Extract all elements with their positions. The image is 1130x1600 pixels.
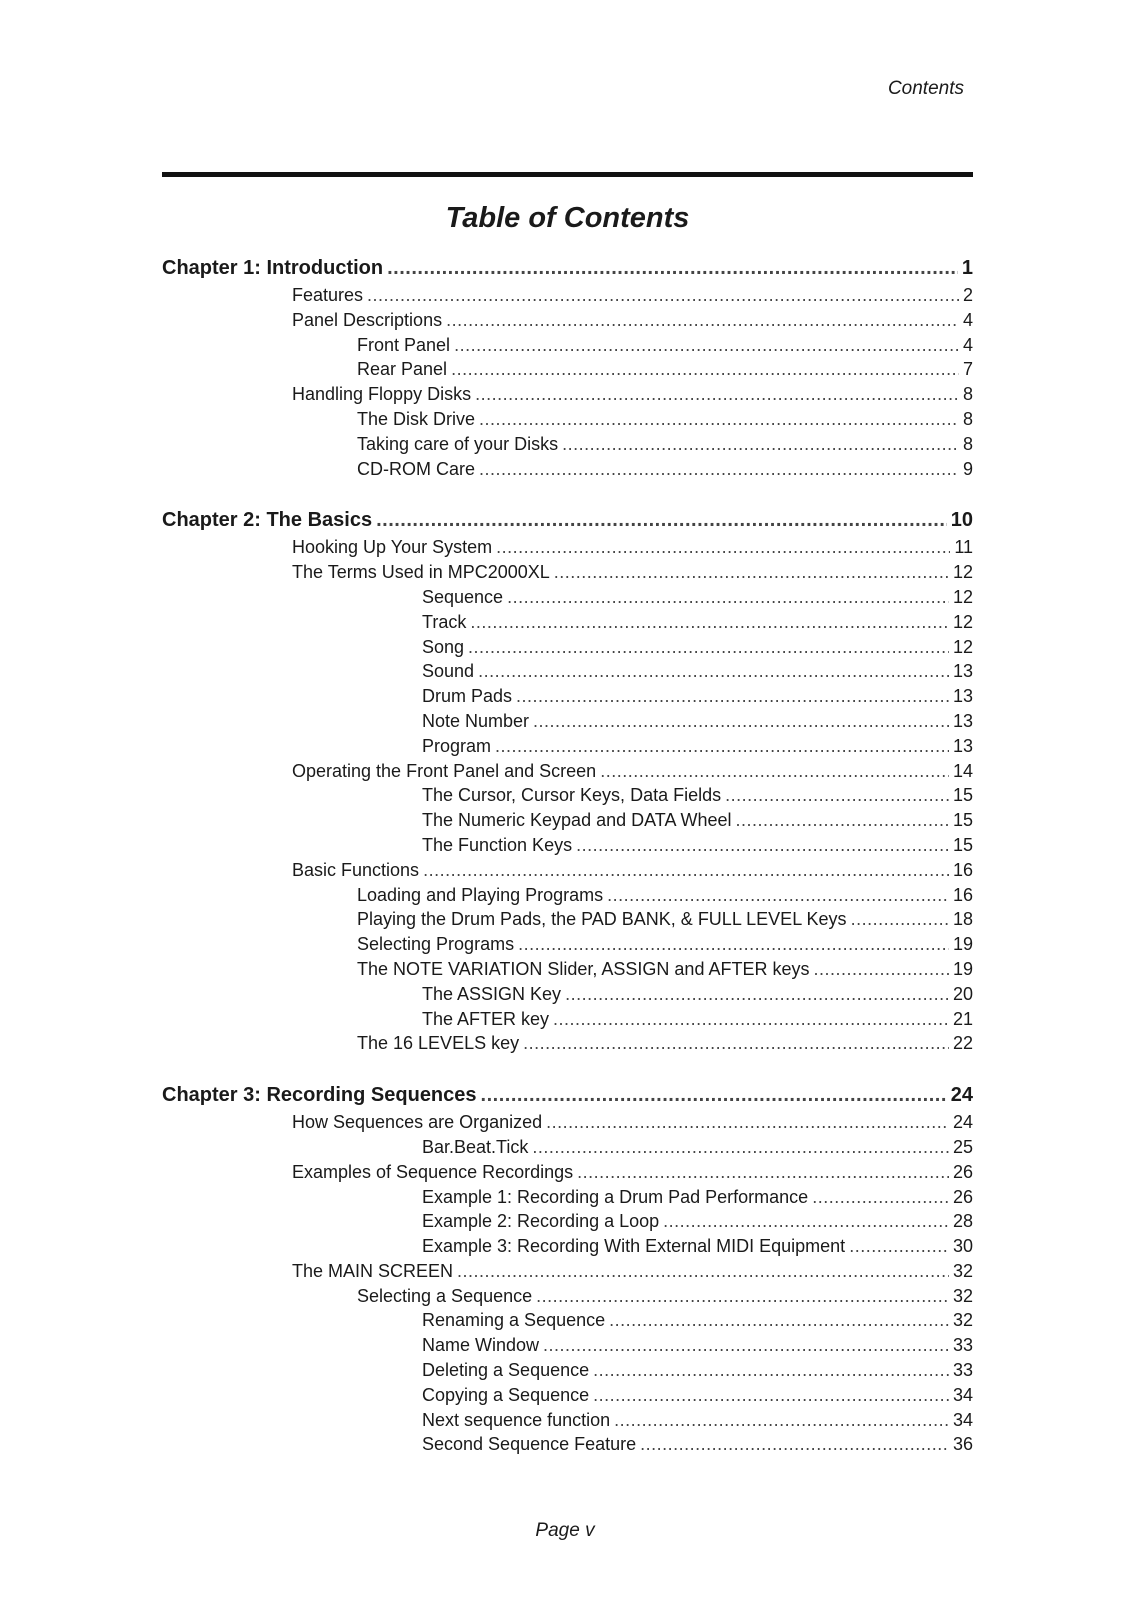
toc-entry-label: How Sequences are Organized <box>292 1112 543 1133</box>
leader-dots <box>479 409 959 430</box>
toc-entry-label: Example 2: Recording a Loop <box>422 1211 660 1232</box>
toc-entry-page-number: 12 <box>952 636 973 657</box>
toc-entry-label: Program <box>422 735 492 756</box>
toc-entry-page-number: 16 <box>952 884 973 905</box>
leader-dots <box>813 959 948 980</box>
toc-entry[interactable] <box>162 1385 973 1410</box>
leader-dots <box>479 459 959 480</box>
toc-entry[interactable] <box>162 1310 973 1335</box>
toc-entry-label: Next sequence function <box>422 1409 611 1430</box>
toc-entry-page-number: 13 <box>952 686 973 707</box>
leader-dots <box>536 1286 949 1307</box>
leader-dots <box>446 310 959 331</box>
toc-entry-page-number: 19 <box>952 958 973 979</box>
toc-entry-label: Note Number <box>422 710 530 731</box>
leader-dots <box>454 335 959 356</box>
chapter-block <box>162 509 973 1058</box>
leader-dots <box>607 885 949 906</box>
chapter-title: Chapter 2: The Basics <box>162 509 373 532</box>
toc-entry-label: The ASSIGN Key <box>422 983 562 1004</box>
running-header: Contents <box>887 78 964 99</box>
toc-entry-label: Handling Floppy Disks <box>292 384 472 405</box>
toc-entry[interactable] <box>162 384 973 409</box>
leader-dots <box>554 562 949 583</box>
leader-dots <box>468 637 949 658</box>
toc-entry-label: The NOTE VARIATION Slider, ASSIGN and AFTER keys <box>357 958 810 979</box>
header-rule <box>162 172 973 177</box>
toc-entry-label: Example 1: Recording a Drum Pad Performance <box>422 1186 809 1207</box>
leader-dots <box>609 1310 949 1331</box>
toc-entry[interactable] <box>162 1410 973 1435</box>
leader-dots <box>543 1335 949 1356</box>
toc-entry-page-number: 28 <box>952 1211 973 1232</box>
toc-entry-label: Rear Panel <box>357 359 448 380</box>
toc-entry-page-number: 26 <box>952 1186 973 1207</box>
toc-entry-page-number: 36 <box>952 1434 973 1455</box>
toc-entry-page-number: 16 <box>952 859 973 880</box>
chapter-block <box>162 257 973 483</box>
toc-entry-label: Front Panel <box>357 334 451 355</box>
leader-dots <box>614 1410 949 1431</box>
toc-entry-label: The AFTER key <box>422 1008 550 1029</box>
toc-entry[interactable] <box>162 984 973 1009</box>
toc-entry-label: Second Sequence Feature <box>422 1434 637 1455</box>
leader-dots <box>546 1112 949 1133</box>
toc-entry[interactable] <box>162 934 973 959</box>
toc-entry-page-number: 2 <box>962 285 973 305</box>
toc-entry-label: Deleting a Sequence <box>422 1360 590 1381</box>
toc-entry-label: Sound <box>422 661 475 682</box>
toc-entry-page-number: 22 <box>952 1033 973 1054</box>
leader-dots <box>577 1162 949 1183</box>
leader-dots <box>516 686 949 707</box>
leader-dots <box>593 1360 949 1381</box>
toc-entry[interactable] <box>162 1009 973 1034</box>
toc-entry-page-number: 4 <box>962 309 973 330</box>
toc-entry-page-number: 20 <box>952 983 973 1004</box>
toc-entry[interactable] <box>162 761 973 786</box>
toc-entry-label: Basic Functions <box>292 859 420 880</box>
toc-entry-label: Operating the Front Panel and Screen <box>292 760 597 781</box>
toc-entry-label: The Cursor, Cursor Keys, Data Fields <box>422 785 722 806</box>
toc-entry[interactable] <box>162 1137 973 1162</box>
toc-entry-page-number: 15 <box>952 834 973 855</box>
toc-entry-label: Sequence <box>422 586 504 607</box>
toc-entry-page-number: 25 <box>952 1136 973 1157</box>
toc-entry[interactable] <box>162 785 973 810</box>
toc-entry[interactable] <box>162 711 973 736</box>
table-of-contents <box>162 257 973 1485</box>
toc-entry-page-number: 18 <box>952 909 973 930</box>
toc-entry[interactable] <box>162 434 973 459</box>
toc-entry-page-number: 13 <box>952 735 973 756</box>
leader-dots <box>387 257 958 280</box>
toc-entry-label: Example 3: Recording With External MIDI Equipment <box>422 1236 846 1257</box>
toc-entry[interactable] <box>162 1162 973 1187</box>
toc-entry-label: Selecting Programs <box>357 934 515 955</box>
leader-dots <box>600 761 949 782</box>
page-footer: Page v <box>535 1520 595 1541</box>
toc-entry[interactable] <box>162 637 973 662</box>
leader-dots <box>470 612 949 633</box>
leader-dots <box>423 860 949 881</box>
toc-entry[interactable] <box>162 612 973 637</box>
leader-dots <box>457 1261 949 1282</box>
chapter-heading[interactable] <box>162 509 973 537</box>
toc-entry-page-number: 33 <box>952 1360 973 1381</box>
toc-entry[interactable] <box>162 1434 973 1459</box>
leader-dots <box>553 1009 949 1030</box>
leader-dots <box>640 1434 949 1455</box>
toc-entry[interactable] <box>162 835 973 860</box>
leader-dots <box>495 736 949 757</box>
leader-dots <box>481 1084 947 1107</box>
toc-entry[interactable] <box>162 736 973 761</box>
toc-entry-label: Examples of Sequence Recordings <box>292 1161 574 1182</box>
toc-entry[interactable] <box>162 310 973 335</box>
leader-dots <box>523 1033 949 1054</box>
toc-entry-label: Name Window <box>422 1335 540 1356</box>
toc-entry[interactable] <box>162 1187 973 1212</box>
toc-entry[interactable] <box>162 860 973 885</box>
toc-entry[interactable] <box>162 537 973 562</box>
toc-entry[interactable] <box>162 909 973 934</box>
toc-entry-page-number: 15 <box>952 810 973 831</box>
toc-entry[interactable] <box>162 409 973 434</box>
leader-dots <box>496 537 950 558</box>
toc-entry-label: The Numeric Keypad and DATA Wheel <box>422 810 732 831</box>
chapter-heading[interactable] <box>162 1084 973 1112</box>
toc-entry-label: CD-ROM Care <box>357 458 476 479</box>
leader-dots <box>725 785 949 806</box>
leader-dots <box>507 587 949 608</box>
leader-dots <box>532 1137 949 1158</box>
leader-dots <box>367 285 959 306</box>
toc-entry-page-number: 12 <box>952 611 973 632</box>
toc-entry-page-number: 24 <box>952 1112 973 1133</box>
toc-entry-label: Renaming a Sequence <box>422 1310 606 1331</box>
leader-dots <box>562 434 959 455</box>
toc-entry-page-number: 15 <box>952 785 973 806</box>
toc-entry-page-number: 33 <box>952 1335 973 1356</box>
toc-entry[interactable] <box>162 1360 973 1385</box>
toc-entry-page-number: 13 <box>952 661 973 682</box>
toc-entry-label: Bar.Beat.Tick <box>422 1136 529 1157</box>
toc-entry-page-number: 26 <box>952 1161 973 1182</box>
toc-entry[interactable] <box>162 335 973 360</box>
toc-entry-label: Panel Descriptions <box>292 309 443 330</box>
toc-entry-label: Loading and Playing Programs <box>357 884 604 905</box>
toc-entry[interactable] <box>162 359 973 384</box>
toc-entry-page-number: 8 <box>962 384 973 405</box>
leader-dots <box>735 810 948 831</box>
toc-entry-page-number: 34 <box>952 1384 973 1405</box>
toc-entry[interactable] <box>162 686 973 711</box>
chapter-page-number: 24 <box>950 1084 973 1107</box>
toc-entry[interactable] <box>162 959 973 984</box>
toc-entry[interactable] <box>162 562 973 587</box>
toc-entry-page-number: 32 <box>952 1285 973 1306</box>
toc-entry-label: The 16 LEVELS key <box>357 1033 520 1054</box>
leader-dots <box>576 835 949 856</box>
toc-entry-label: Features <box>292 285 364 305</box>
toc-entry-page-number: 13 <box>952 710 973 731</box>
leader-dots <box>663 1211 949 1232</box>
toc-entry-page-number: 8 <box>962 433 973 454</box>
toc-entry-label: Taking care of your Disks <box>357 433 559 454</box>
toc-entry[interactable] <box>162 459 973 484</box>
toc-entry-label: Track <box>422 611 467 632</box>
toc-entry-page-number: 14 <box>952 760 973 781</box>
toc-entry-page-number: 34 <box>952 1409 973 1430</box>
chapter-title: Chapter 1: Introduction <box>162 257 384 279</box>
toc-entry-label: Song <box>422 636 465 657</box>
toc-entry-label: The Terms Used in MPC2000XL <box>292 562 550 583</box>
toc-entry-page-number: 12 <box>952 562 973 583</box>
toc-entry-page-number: 4 <box>962 334 973 355</box>
toc-entry[interactable] <box>162 587 973 612</box>
leader-dots <box>533 711 949 732</box>
chapter-block <box>162 1084 973 1459</box>
toc-entry-page-number: 21 <box>952 1008 973 1029</box>
toc-entry-page-number: 7 <box>962 359 973 380</box>
leader-dots <box>851 909 949 930</box>
toc-entry[interactable] <box>162 1335 973 1360</box>
toc-entry[interactable] <box>162 1286 973 1311</box>
toc-entry[interactable] <box>162 1211 973 1236</box>
toc-entry[interactable] <box>162 1261 973 1286</box>
chapter-title: Chapter 3: Recording Sequences <box>162 1084 477 1107</box>
toc-entry[interactable] <box>162 810 973 835</box>
toc-entry[interactable] <box>162 1112 973 1137</box>
toc-entry-label: The Function Keys <box>422 834 573 855</box>
toc-entry-page-number: 11 <box>954 537 973 558</box>
leader-dots <box>451 359 959 380</box>
toc-entry-label: Selecting a Sequence <box>357 1285 533 1306</box>
leader-dots <box>376 509 947 532</box>
toc-entry-label: Drum Pads <box>422 686 513 707</box>
toc-entry[interactable] <box>162 885 973 910</box>
leader-dots <box>593 1385 949 1406</box>
leader-dots <box>475 384 959 405</box>
toc-entry-page-number: 32 <box>952 1260 973 1281</box>
toc-entry-page-number: 32 <box>952 1310 973 1331</box>
toc-entry[interactable] <box>162 661 973 686</box>
leader-dots <box>478 661 949 682</box>
chapter-page-number: 1 <box>961 257 973 279</box>
toc-entry-label: The MAIN SCREEN <box>292 1260 454 1281</box>
leader-dots <box>849 1236 949 1257</box>
toc-entry-page-number: 12 <box>952 586 973 607</box>
page-title: Table of Contents <box>445 202 690 234</box>
toc-entry-page-number: 30 <box>952 1236 973 1257</box>
toc-entry-label: Copying a Sequence <box>422 1384 590 1405</box>
leader-dots <box>518 934 949 955</box>
leader-dots <box>812 1187 949 1208</box>
toc-entry-page-number: 9 <box>962 458 973 479</box>
chapter-heading[interactable] <box>162 257 973 285</box>
toc-entry[interactable] <box>162 285 973 310</box>
toc-entry-page-number: 19 <box>952 934 973 955</box>
toc-entry-label: The Disk Drive <box>357 408 476 429</box>
leader-dots <box>565 984 949 1005</box>
toc-entry-label: Hooking Up Your System <box>292 537 493 558</box>
toc-entry-page-number: 8 <box>962 408 973 429</box>
toc-entry[interactable] <box>162 1033 973 1058</box>
toc-entry[interactable] <box>162 1236 973 1261</box>
chapter-page-number: 10 <box>950 509 973 532</box>
toc-entry-label: Playing the Drum Pads, the PAD BANK, & FULL LEVEL Keys <box>357 909 847 930</box>
